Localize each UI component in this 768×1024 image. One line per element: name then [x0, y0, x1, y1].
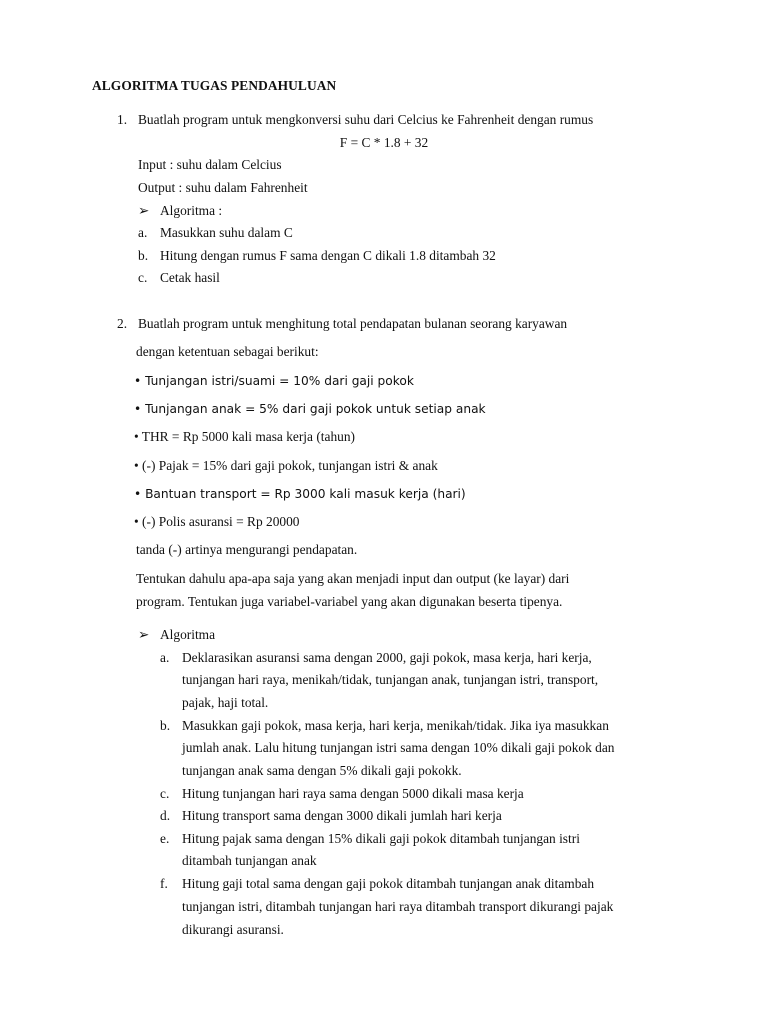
task1-number: 1. — [117, 112, 128, 127]
page-title: ALGORITMA TUGAS PENDAHULUAN — [92, 78, 337, 93]
task1-step-marker: a. — [138, 225, 148, 240]
task2-step-marker: f. — [160, 876, 168, 891]
task1-step-marker: b. — [138, 248, 149, 263]
task2-algo-bullet-icon: ➢ — [138, 627, 150, 642]
task2-step-line: Masukkan gaji pokok, masa kerja, hari kerja, menikah/tidak. Jika iya masukkan — [182, 718, 609, 733]
task1-formula: F = C * 1.8 + 32 — [339, 135, 429, 150]
task2-prompt-line: Buatlah program untuk menghitung total pendapatan bulanan seorang karyawan — [138, 316, 568, 331]
task2-step-line: tunjangan hari raya, menikah/tidak, tunjangan anak, tunjangan istri, transport, — [182, 672, 599, 687]
task2-step-line: tunjangan anak sama dengan 5% dikali gaji pokokk. — [182, 763, 462, 778]
task1-prompt: Buatlah program untuk mengkonversi suhu dari Celcius ke Fahrenheit dengan rumus — [138, 112, 594, 127]
task2-step-marker: b. — [160, 718, 171, 733]
task2-prompt-line: dengan ketentuan sebagai berikut: — [136, 344, 319, 359]
task2-step-marker: a. — [160, 650, 170, 665]
task2-step-line: Hitung transport sama dengan 3000 dikali jumlah hari kerja — [182, 808, 502, 823]
task1-step-text: Cetak hasil — [160, 270, 220, 285]
task2-step-line: pajak, haji total. — [182, 695, 269, 710]
task1-step-text: Hitung dengan rumus F sama dengan C dikali 1.8 ditambah 32 — [160, 248, 496, 263]
task1-step-text: Masukkan suhu dalam C — [160, 225, 293, 240]
task2-number: 2. — [117, 316, 128, 331]
task2-rule: • THR = Rp 5000 kali masa kerja (tahun) — [134, 429, 355, 444]
task2-rule: • Bantuan transport = Rp 3000 kali masuk kerja (hari) — [134, 487, 466, 501]
task2-step-line: Hitung gaji total sama dengan gaji pokok ditambah tunjangan anak ditambah — [182, 876, 595, 891]
task1-step-marker: c. — [138, 270, 148, 285]
task2-step-line: Hitung tunjangan hari raya sama dengan 5000 dikali masa kerja — [182, 786, 524, 801]
task2-instruction-line: program. Tentukan juga variabel-variabel yang akan digunakan beserta tipenya. — [136, 594, 563, 609]
task1-input: Input : suhu dalam Celcius — [138, 157, 282, 172]
task2-step-line: Deklarasikan asuransi sama dengan 2000, gaji pokok, masa kerja, hari kerja, — [182, 650, 592, 665]
task2-rule: • Tunjangan istri/suami = 10% dari gaji pokok — [134, 374, 414, 388]
task2-step-line: Hitung pajak sama dengan 15% dikali gaji pokok ditambah tunjangan istri — [182, 831, 580, 846]
task2-rule: • (-) Pajak = 15% dari gaji pokok, tunjangan istri & anak — [134, 458, 438, 473]
task1-output: Output : suhu dalam Fahrenheit — [138, 180, 308, 195]
task2-step-line: ditambah tunjangan anak — [182, 853, 317, 868]
task2-step-marker: e. — [160, 831, 170, 846]
task2-rule: • Tunjangan anak = 5% dari gaji pokok untuk setiap anak — [134, 402, 486, 416]
task2-algo-label: Algoritma — [160, 627, 216, 642]
task1-algo-bullet-icon: ➢ — [138, 203, 150, 218]
task2-step-marker: c. — [160, 786, 170, 801]
task1-algo-label: Algoritma : — [160, 203, 223, 218]
task2-step-line: dikurangi asuransi. — [182, 922, 284, 937]
task2-instruction-line: Tentukan dahulu apa-apa saja yang akan menjadi input dan output (ke layar) dari — [136, 571, 570, 586]
task2-step-line: jumlah anak. Lalu hitung tunjangan istri sama dengan 10% dikali gaji pokok dan — [182, 740, 615, 755]
task2-rule: • (-) Polis asuransi = Rp 20000 — [134, 514, 300, 529]
task2-note: tanda (-) artinya mengurangi pendapatan. — [136, 542, 358, 557]
task2-step-line: tunjangan istri, ditambah tunjangan hari raya ditambah transport dikurangi pajak — [182, 899, 614, 914]
task2-step-marker: d. — [160, 808, 171, 823]
